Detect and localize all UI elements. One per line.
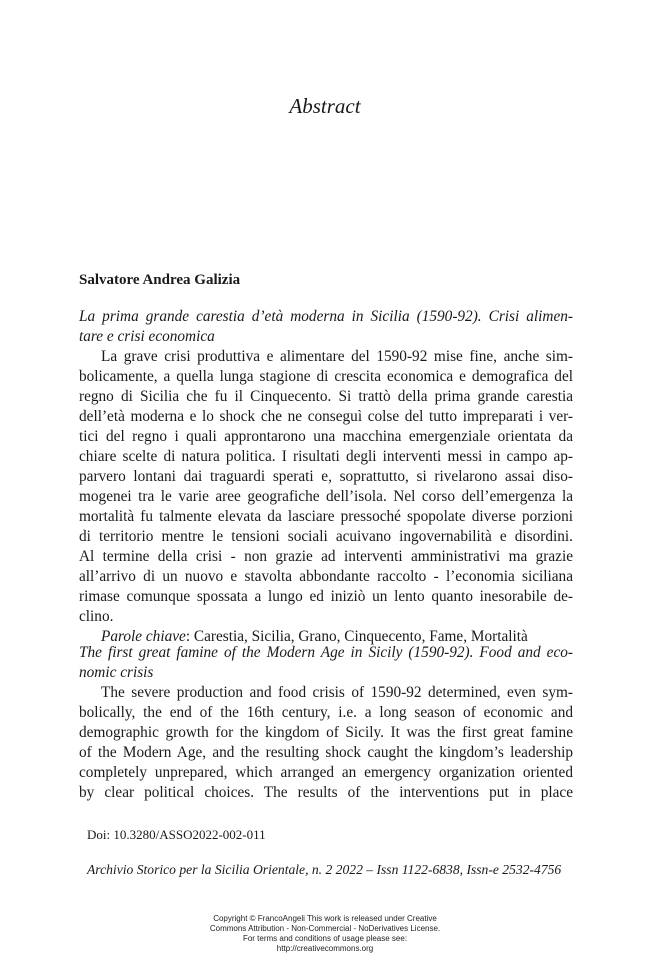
english-title-line: nomic crisis: [79, 664, 154, 681]
italian-title-line: tare e crisi economica: [79, 328, 215, 345]
english-body-line: by clear political choices. The results of the interventions put in place: [79, 784, 573, 801]
italian-body-line: mogenei tra le varie aree geografiche dell’isola. Nel corso dell’emergenza la: [79, 488, 573, 505]
italian-body-line: mortalità fu talmente elevata da lasciare pressoché spopolate diverse porzioni: [79, 508, 573, 525]
italian-abstract: [79, 307, 573, 647]
italian-body-line: chiare scelte di natura politica. I risultati degli interventi messi in campo ap-: [79, 448, 573, 465]
english-body-line: completely unprepared, which arranged an emergency organization oriented: [79, 764, 573, 781]
italian-body-line: parvero lontani dai traguardi sperati e, soprattutto, si rivelarono assai diso-: [79, 468, 573, 485]
italian-body-line: clino.: [79, 608, 114, 625]
italian-title-line: La prima grande carestia d’età moderna in Sicilia (1590-92). Crisi alimen-: [79, 308, 573, 325]
italian-body-line: bolicamente, a quella lunga stagione di crescita economica e demografica del: [79, 368, 573, 385]
english-body-line: of the Modern Age, and the resulting shock caught the kingdom’s leadership: [79, 744, 573, 761]
keywords-list: : Carestia, Sicilia, Grano, Cinquecento, Fame, Mortalità: [185, 628, 528, 645]
keywords-label: Parole chiave: [101, 628, 186, 645]
abstract-heading: Abstract: [289, 94, 361, 118]
italian-body-line: regno di Sicilia che fu il Cinquecento. Si trattò della prima grande carestia: [79, 388, 573, 405]
copyright-line: Copyright © FrancoAngeli This work is released under Creative: [213, 914, 437, 923]
italian-body-line: tici del regno i quali approntarono una macchina emergenziale orientata da: [79, 428, 573, 445]
english-body-line: bolically, the end of the 16th century, i.e. a long season of economic and: [79, 704, 573, 721]
copyright-line: For terms and conditions of usage please see:: [242, 934, 408, 943]
doi: Doi: 10.3280/ASSO2022-002-011: [87, 827, 266, 842]
italian-body-line: La grave crisi produttiva e alimentare del 1590-92 mise fine, anche sim-: [101, 348, 573, 365]
english-body-line: demographic growth for the kingdom of Sicily. It was the first great famine: [79, 724, 573, 741]
copyright-line: Commons Attribution - Non-Commercial - NoDerivatives License.: [209, 924, 441, 933]
journal-citation: Archivio Storico per la Sicilia Orientale, n. 2 2022 – Issn 1122-6838, Issn-e 2532-4756: [87, 862, 562, 877]
author-name: Salvatore Andrea Galizia: [79, 272, 241, 288]
italian-body-line: Al termine della crisi - non grazie ad interventi amministrativi ma grazie: [79, 548, 573, 565]
copyright-notice: [0, 914, 650, 954]
italian-body-line: all’arrivo di un nuovo e stavolta abbondante raccolto - l’economia siciliana: [79, 568, 573, 585]
english-body-line: The severe production and food crisis of 1590-92 determined, even sym-: [101, 684, 573, 701]
italian-body-line: di territorio mentre le tensioni sociali acuivano ingovernabilità e disordini.: [79, 528, 573, 545]
italian-body-line: dell’età moderna e lo shock che ne conseguì colse del tutto impreparati i ver-: [79, 408, 573, 425]
english-abstract: [79, 643, 573, 803]
italian-body-line: rimase comunque spossata a lungo ed iniziò un lento quanto inesorabile de-: [79, 588, 573, 605]
copyright-link[interactable]: http://creativecommons.org: [276, 944, 374, 953]
english-title-line: The first great famine of the Modern Age in Sicily (1590-92). Food and eco-: [79, 644, 573, 661]
